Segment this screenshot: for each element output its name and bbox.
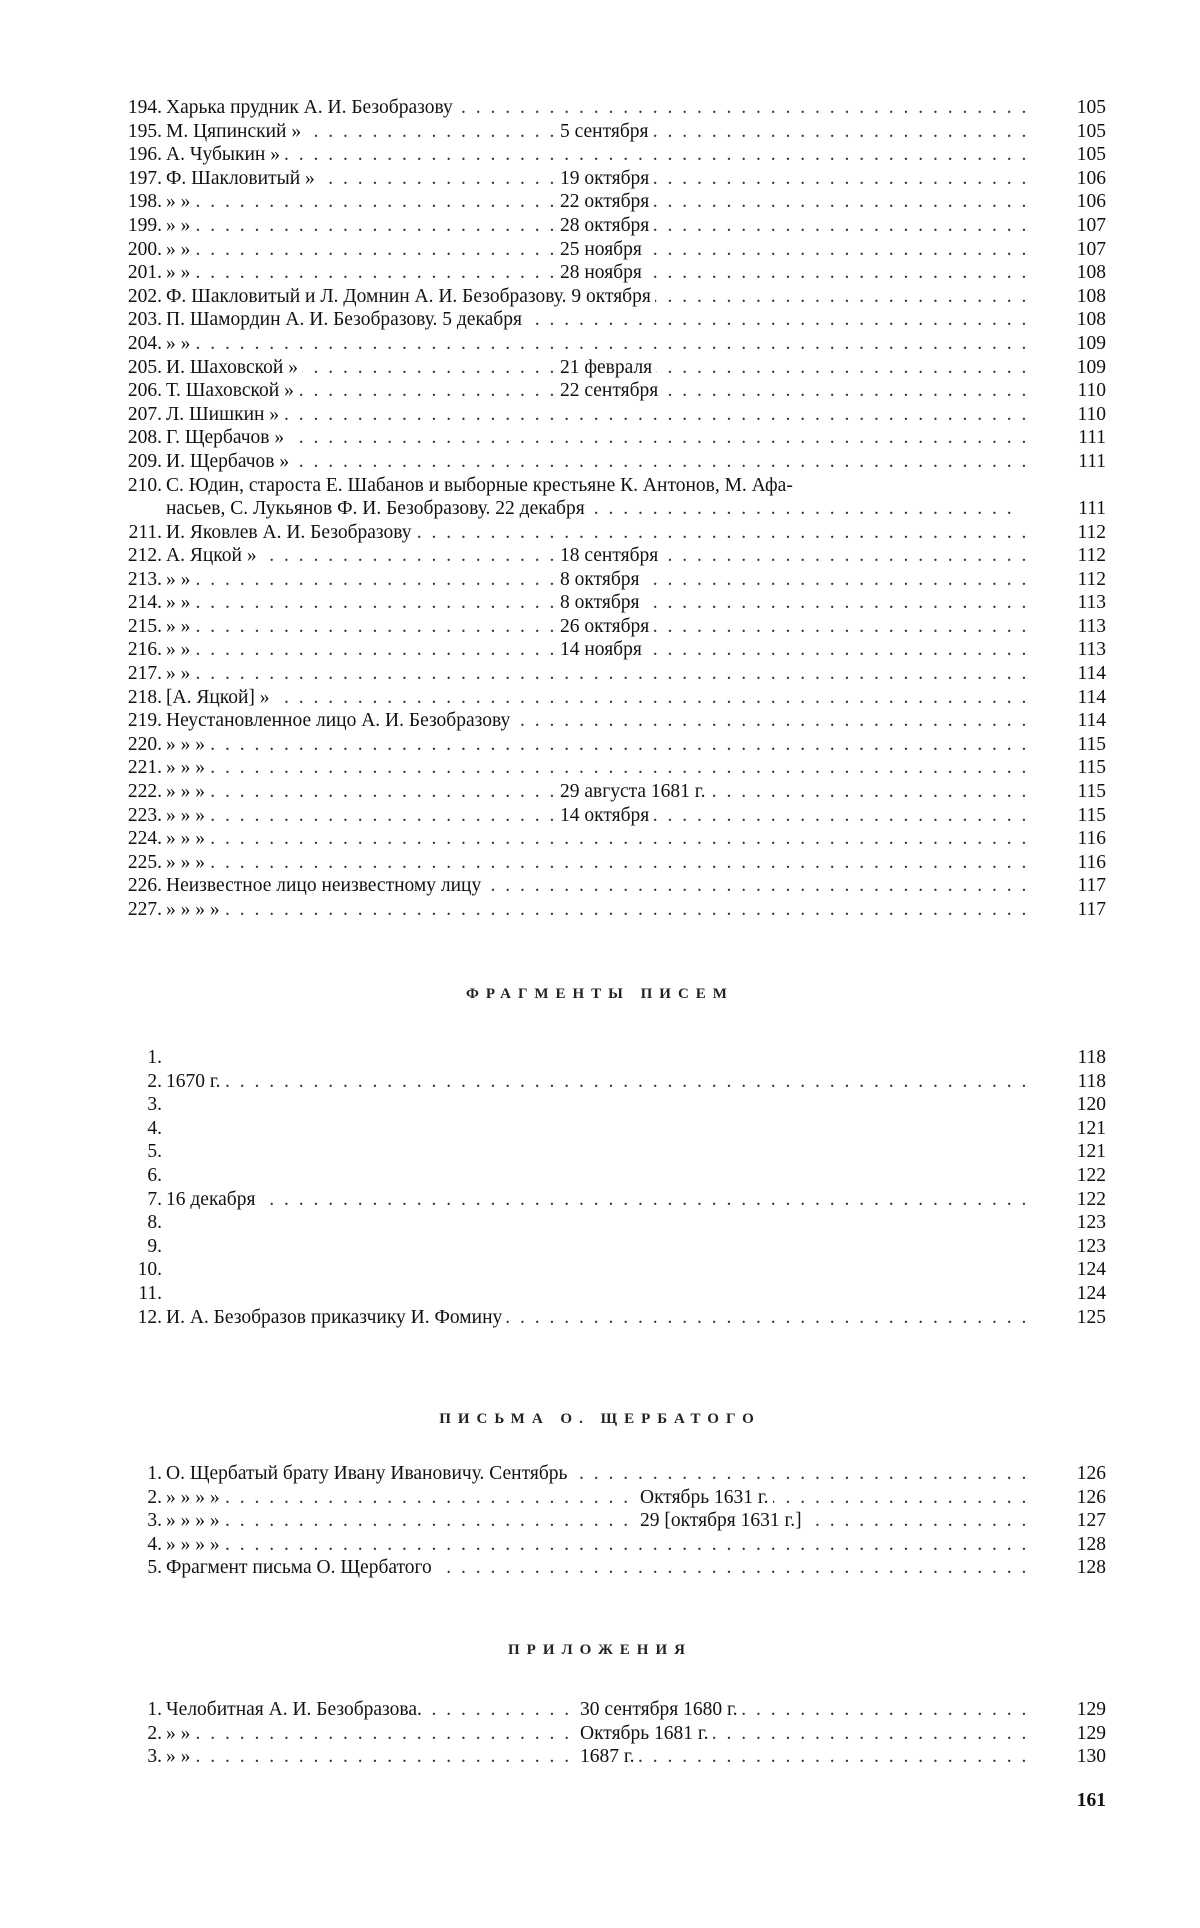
entry-number: 2. (147, 1722, 162, 1744)
entry-number: 223. (127, 804, 162, 826)
entry-title: » » » » (166, 1510, 224, 1531)
entry-title: Л. Шишкин » (166, 404, 283, 425)
toc-entry (108, 426, 1106, 450)
entry-title-line1: С. Юдин, староста Е. Шабанов и выборные крестьяне К. Антонов, М. Афа- (166, 474, 1028, 498)
entry-title: И. Шаховской » (166, 357, 302, 378)
entry-page-number: 122 (1076, 1164, 1106, 1186)
toc-entry (108, 898, 1106, 922)
entry-title: Ф. Шакловитый и Л. Домнин А. И. Безобразову. 9 октября (166, 286, 655, 307)
entry-text-line (166, 874, 1028, 898)
entry-number: 9. (147, 1235, 162, 1257)
entry-text-line (166, 285, 1028, 309)
entry-text-line (166, 167, 1028, 191)
entry-text-line (166, 1462, 1028, 1486)
entry-title: И. Щербачов » (166, 451, 293, 472)
entry-title: [А. Яцкой] » (166, 687, 274, 708)
entry-page-number: 112 (1077, 568, 1106, 590)
entry-page-number: 121 (1076, 1141, 1106, 1163)
entry-title: И. Яковлев А. И. Безобразову (166, 522, 416, 543)
toc-entry (108, 356, 1106, 380)
toc-entry (108, 96, 1106, 120)
toc-entry (108, 450, 1106, 474)
entry-page-number: 124 (1076, 1282, 1106, 1304)
heading-fragments: ФРАГМЕНТЫ ПИСЕМ (466, 986, 734, 1002)
entry-number: 215. (127, 615, 162, 637)
entry-page-number: 130 (1076, 1746, 1106, 1768)
entry-page-number: 126 (1076, 1463, 1106, 1484)
entry-page-number: 116 (1077, 828, 1106, 850)
entry-page-number: 118 (1077, 1047, 1106, 1068)
toc-entry (108, 167, 1106, 191)
toc-entry (108, 190, 1106, 214)
entry-number: 7. (147, 1188, 162, 1210)
entry-page-number: 106 (1076, 191, 1106, 213)
entry-text-line (166, 450, 1028, 474)
entry-number: 214. (127, 592, 162, 614)
entry-text-line (166, 1486, 1028, 1510)
toc-entry (108, 1306, 1106, 1330)
toc-entry (108, 591, 1106, 615)
entry-text-line (166, 1698, 1028, 1722)
toc-entry (108, 308, 1106, 332)
entry-page-number: 109 (1076, 332, 1106, 354)
entry-number: 216. (127, 639, 162, 661)
entry-title: » » (166, 262, 194, 283)
entry-title: » » » (166, 781, 209, 802)
entry-number: 221. (127, 757, 162, 779)
entry-page-number: 108 (1076, 309, 1106, 331)
toc-entry (108, 379, 1106, 403)
entry-date: 18 сентября (556, 544, 662, 568)
toc-main-section (108, 96, 1106, 922)
toc-entry (108, 686, 1106, 710)
entry-title: » » (166, 569, 194, 590)
entry-text-line (166, 474, 1028, 521)
toc-entry (108, 261, 1106, 285)
entry-number: 6. (147, 1164, 162, 1186)
entry-text-line (166, 214, 1028, 238)
entry-date: 30 сентября 1680 г. (576, 1698, 742, 1722)
entry-date: 29 [октября 1631 г.] (636, 1509, 806, 1533)
entry-number: 10. (137, 1259, 162, 1281)
entry-number: 218. (127, 686, 162, 708)
toc-entry (108, 638, 1106, 662)
entry-text-line (166, 308, 1028, 332)
entry-title: А. Яцкой » (166, 545, 261, 566)
entry-page-number: 129 (1076, 1722, 1106, 1744)
entry-page-number: 129 (1076, 1699, 1106, 1720)
entry-text-line (166, 898, 1028, 922)
toc-entry (108, 851, 1106, 875)
entry-number: 207. (127, 403, 162, 425)
entry-number: 1. (147, 1699, 162, 1720)
toc-entry (108, 874, 1106, 898)
toc-entry (108, 120, 1106, 144)
entry-page-number: 128 (1076, 1557, 1106, 1579)
entry-page-number: 117 (1077, 875, 1106, 897)
toc-entry (108, 1486, 1106, 1510)
entry-title: » » » (166, 852, 209, 873)
toc-entry (108, 827, 1106, 851)
entry-number: 199. (127, 214, 162, 236)
entry-number: 204. (127, 332, 162, 354)
entry-date: 21 февраля (556, 356, 656, 380)
entry-page-number: 105 (1076, 97, 1106, 118)
entry-title: » » (166, 333, 194, 354)
toc-entry (108, 285, 1106, 309)
entry-number: 3. (147, 1510, 162, 1532)
entry-title: » » » » (166, 1487, 224, 1508)
entry-number: 4. (147, 1533, 162, 1555)
entry-text-line (166, 662, 1028, 686)
entry-text-line (166, 591, 1028, 615)
toc-entry (108, 1046, 1106, 1070)
page-folio: 161 (1076, 1790, 1106, 1811)
entry-page-number: 113 (1077, 639, 1106, 661)
entry-text-line (166, 238, 1028, 262)
entry-number: 203. (127, 309, 162, 331)
toc-entry (108, 1722, 1106, 1746)
entry-number: 225. (127, 851, 162, 873)
entry-number: 198. (127, 191, 162, 213)
entry-title: Ф. Шакловитый » (166, 168, 319, 189)
entry-page-number: 111 (1078, 450, 1106, 472)
entry-date: 28 ноября (556, 261, 646, 285)
entry-title: Т. Шаховской » (166, 380, 298, 401)
entry-date: 19 октября (556, 167, 653, 191)
entry-text-line (166, 568, 1028, 592)
entry-title: И. А. Безобразов приказчику И. Фомину (166, 1307, 506, 1328)
entry-text-line (166, 780, 1028, 804)
entry-number: 200. (127, 238, 162, 260)
entry-page-number: 115 (1077, 757, 1106, 779)
entry-title: » » » (166, 805, 209, 826)
entry-page-number: 105 (1076, 120, 1106, 142)
entry-title: П. Шамордин А. И. Безобразову. 5 декабря (166, 309, 526, 330)
entry-number: 2. (147, 1486, 162, 1508)
entry-page-number: 122 (1076, 1188, 1106, 1210)
entry-text-line (166, 1722, 1028, 1746)
toc-entry (108, 780, 1106, 804)
entry-page-number: 112 (1077, 521, 1106, 543)
entry-text-line (166, 96, 1028, 120)
entry-title: » » (166, 663, 194, 684)
entry-date: 5 сентября (556, 120, 652, 144)
entry-number: 194. (127, 97, 162, 118)
entry-text-line (166, 827, 1028, 851)
toc-entry (108, 615, 1106, 639)
entry-title: Неизвестное лицо неизвестному лицу (166, 875, 485, 896)
entry-page-number: 121 (1076, 1117, 1106, 1139)
entry-text-line (166, 356, 1028, 380)
entry-date: 26 октября (556, 615, 653, 639)
entry-text-line (166, 1745, 1028, 1769)
toc-entry (108, 1745, 1106, 1769)
entry-title: Г. Щербачов » (166, 427, 288, 448)
entry-title: Неустановленное лицо А. И. Безобразову (166, 710, 514, 731)
entry-date: 8 октября (556, 591, 643, 615)
entry-number: 4. (147, 1117, 162, 1139)
entry-page-number: 124 (1076, 1259, 1106, 1281)
entry-page-number: 128 (1076, 1533, 1106, 1555)
toc-entry (108, 1188, 1106, 1212)
entry-date: Октябрь 1681 г. (576, 1722, 713, 1746)
entry-date: 8 октября (556, 568, 643, 592)
toc-entry (108, 1093, 1106, 1117)
toc-entry (108, 568, 1106, 592)
toc-entry (108, 1140, 1106, 1164)
entry-page-number: 120 (1076, 1094, 1106, 1116)
entry-text-line (166, 521, 1028, 545)
entry-number: 8. (147, 1212, 162, 1234)
entry-page-number: 106 (1076, 167, 1106, 189)
entry-date: 28 октября (556, 214, 653, 238)
toc-entry (108, 1258, 1106, 1282)
entry-title: Челобитная А. И. Безобразова. (166, 1699, 426, 1720)
toc-entry (108, 1117, 1106, 1141)
entry-date: 29 августа 1681 г. (556, 780, 709, 804)
entry-text-line (166, 120, 1028, 144)
heading-appendix: ПРИЛОЖЕНИЯ (508, 1642, 692, 1658)
entry-page-number: 126 (1076, 1486, 1106, 1508)
entry-text-line (166, 261, 1028, 285)
entry-title: » » (166, 1723, 194, 1744)
entry-page-number: 107 (1076, 214, 1106, 236)
toc-entry (108, 733, 1106, 757)
entry-title: М. Цяпинский » (166, 121, 305, 142)
entry-title: » » » (166, 734, 209, 755)
entry-page-number: 109 (1076, 356, 1106, 378)
entry-title: А. Чубыкин » (166, 144, 284, 165)
entry-text-line (166, 804, 1028, 828)
entry-page-number: 113 (1077, 592, 1106, 614)
toc-entry (108, 332, 1106, 356)
entry-page-number: 115 (1077, 733, 1106, 755)
entry-text-line (166, 638, 1028, 662)
toc-entry (108, 1070, 1106, 1094)
toc-fragments-section (108, 1046, 1106, 1329)
entry-page-number: 123 (1076, 1235, 1106, 1257)
entry-title: » » (166, 191, 194, 212)
entry-number: 224. (127, 828, 162, 850)
entry-title: » » (166, 239, 194, 260)
entry-number: 1. (147, 1463, 162, 1484)
toc-entry (108, 1282, 1106, 1306)
entry-text-line (166, 426, 1028, 450)
entry-text-line (166, 1306, 1028, 1330)
entry-page-number: 114 (1077, 686, 1106, 708)
entry-page-number: 118 (1077, 1070, 1106, 1092)
entry-text-line (166, 190, 1028, 214)
toc-entry (108, 403, 1106, 427)
entry-page-number: 111 (1078, 427, 1106, 449)
entry-page-number: 105 (1076, 144, 1106, 166)
entry-page-number: 114 (1077, 663, 1106, 685)
entry-page-number: 110 (1077, 403, 1106, 425)
entry-text-line (166, 686, 1028, 710)
entry-text-line (166, 379, 1028, 403)
entry-text-line (166, 332, 1028, 356)
toc-entry (108, 143, 1106, 167)
entry-title: » » (166, 592, 194, 613)
toc-entry (108, 756, 1106, 780)
entry-page-number: 115 (1077, 781, 1106, 803)
entry-page-number: 108 (1076, 285, 1106, 307)
entry-text-line (166, 615, 1028, 639)
entry-date: 14 ноября (556, 638, 646, 662)
entry-number: 2. (147, 1070, 162, 1092)
entry-date: 22 октября (556, 190, 653, 214)
toc-entry (108, 1698, 1106, 1722)
entry-text-line (166, 1533, 1028, 1557)
entry-title: » » » » (166, 1534, 224, 1555)
entry-number: 217. (127, 663, 162, 685)
entry-title: 1670 г. (166, 1071, 225, 1092)
entry-number: 202. (127, 285, 162, 307)
entry-title: О. Щербатый брату Ивану Ивановичу. Сентябрь (166, 1463, 571, 1484)
entry-text-line (166, 403, 1028, 427)
entry-title: Фрагмент письма О. Щербатого (166, 1557, 436, 1578)
entry-title: » » » (166, 757, 209, 778)
toc-entry (108, 521, 1106, 545)
entry-page-number: 107 (1076, 238, 1106, 260)
entry-number: 12. (137, 1306, 162, 1328)
entry-title: » » » » (166, 899, 224, 920)
entry-title: » » » (166, 828, 209, 849)
entry-page-number: 116 (1077, 851, 1106, 873)
heading-shcherbatoy: ПИСЬМА О. ЩЕРБАТОГО (439, 1411, 761, 1427)
entry-number: 197. (127, 167, 162, 189)
toc-entry (108, 1556, 1106, 1580)
entry-title: » » (166, 215, 194, 236)
entry-page-number: 108 (1076, 262, 1106, 284)
entry-number: 5. (147, 1141, 162, 1163)
entry-number: 205. (127, 356, 162, 378)
entry-number: 201. (127, 262, 162, 284)
entry-text-line (166, 1509, 1028, 1533)
toc-entry (108, 662, 1106, 686)
entry-number: 1. (147, 1047, 162, 1068)
entry-number: 213. (127, 568, 162, 590)
toc-entry (108, 709, 1106, 733)
entry-number: 196. (127, 144, 162, 166)
entry-text-line (166, 851, 1028, 875)
entry-number: 220. (127, 733, 162, 755)
entry-text-line (166, 756, 1028, 780)
toc-entry (108, 1533, 1106, 1557)
entry-title: 16 декабря (166, 1189, 259, 1210)
entry-text-line (166, 1070, 1028, 1094)
toc-entry (108, 1211, 1106, 1235)
entry-page-number: 111 (1078, 498, 1106, 520)
entry-page-number: 117 (1077, 899, 1106, 920)
entry-page-number: 110 (1077, 380, 1106, 402)
entry-number: 195. (127, 120, 162, 142)
entry-page-number: 123 (1076, 1212, 1106, 1234)
entry-number: 227. (127, 899, 162, 920)
toc-entry (108, 214, 1106, 238)
toc-entry (108, 1509, 1106, 1533)
entry-date: Октябрь 1631 г. (636, 1486, 773, 1510)
toc-entry-multiline (108, 474, 1106, 521)
entry-number: 209. (127, 450, 162, 472)
entry-number: 219. (127, 710, 162, 732)
entry-number: 3. (147, 1094, 162, 1116)
entry-number: 11. (138, 1282, 162, 1304)
entry-date: 22 сентября (556, 379, 662, 403)
entry-title: » » (166, 639, 194, 660)
entry-text-line (166, 544, 1028, 568)
entry-text-line (166, 143, 1028, 167)
entry-page-number: 115 (1077, 804, 1106, 826)
entry-number: 226. (127, 875, 162, 897)
toc-entry (108, 238, 1106, 262)
entry-date: 1687 г. (576, 1745, 639, 1769)
entry-title: » » (166, 616, 194, 637)
entry-page-number: 114 (1077, 710, 1106, 732)
toc-entry (108, 544, 1106, 568)
entry-text-line (166, 709, 1028, 733)
entry-number: 222. (127, 781, 162, 803)
entry-date: 25 ноября (556, 238, 646, 262)
entry-date: 14 октября (556, 804, 653, 828)
entry-page-number: 113 (1077, 615, 1106, 637)
entry-number: 5. (147, 1557, 162, 1579)
entry-number: 208. (127, 427, 162, 449)
entry-number: 210. (127, 474, 162, 496)
entry-title-line2: насьев, С. Лукьянов Ф. И. Безобразову. 22 декабря (166, 497, 589, 520)
toc-shcherbatoy-section (108, 1462, 1106, 1580)
entry-number: 3. (147, 1746, 162, 1768)
entry-title: » » (166, 1746, 194, 1767)
entry-title: Харька прудник А. И. Безобразову (166, 97, 457, 118)
toc-entry (108, 1462, 1106, 1486)
entry-page-number: 127 (1076, 1510, 1106, 1532)
entry-text-line (166, 1188, 1028, 1212)
entry-number: 211. (128, 521, 162, 543)
toc-entry (108, 804, 1106, 828)
entry-text-line (166, 1556, 1028, 1580)
entry-number: 212. (127, 545, 162, 567)
entry-page-number: 125 (1076, 1306, 1106, 1328)
entry-number: 206. (127, 380, 162, 402)
entry-page-number: 112 (1077, 545, 1106, 567)
entry-text-line (166, 733, 1028, 757)
toc-appendix-section (108, 1698, 1106, 1769)
toc-entry (108, 1164, 1106, 1188)
toc-entry (108, 1235, 1106, 1259)
